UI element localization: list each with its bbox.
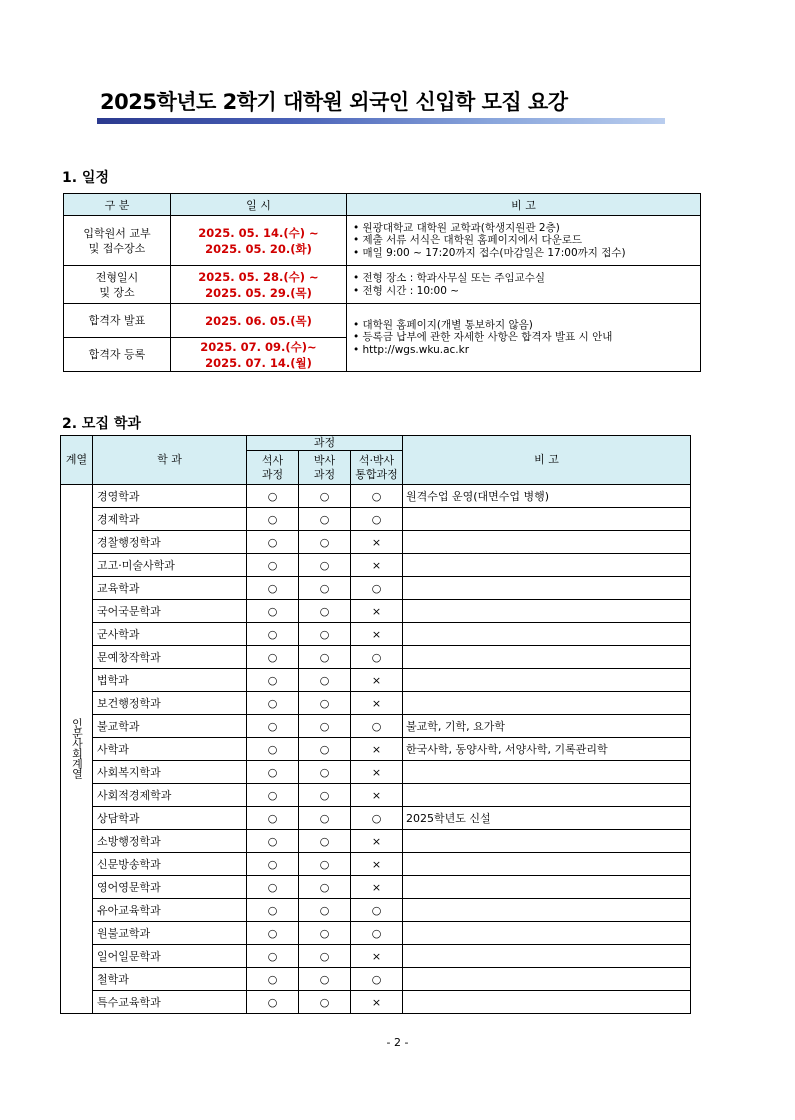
table-row <box>61 669 691 692</box>
department-name: 소방행정학과 <box>93 830 247 853</box>
table-row <box>61 991 691 1014</box>
remark <box>403 577 691 600</box>
integrated-mark: ○ <box>351 577 403 600</box>
integrated-mark: × <box>351 531 403 554</box>
doctor-mark: ○ <box>299 692 351 715</box>
integrated-mark: × <box>351 991 403 1014</box>
section-heading-schedule: 1. 일정 <box>62 170 109 186</box>
department-name: 사학과 <box>93 738 247 761</box>
doctor-mark: ○ <box>299 623 351 646</box>
remark <box>403 508 691 531</box>
table-row <box>61 531 691 554</box>
schedule-header-remark: 비 고 <box>347 194 701 216</box>
doctor-mark: ○ <box>299 807 351 830</box>
department-name: 원불교학과 <box>93 922 247 945</box>
table-row <box>61 899 691 922</box>
doctor-mark: ○ <box>299 830 351 853</box>
header-department: 학 과 <box>93 436 247 485</box>
remark <box>403 945 691 968</box>
integrated-mark: × <box>351 738 403 761</box>
remark <box>403 876 691 899</box>
department-name: 상담학과 <box>93 807 247 830</box>
doctor-mark: ○ <box>299 646 351 669</box>
department-name: 신문방송학과 <box>93 853 247 876</box>
category-label: 인문사회계열 <box>70 717 84 778</box>
section-heading-departments: 2. 모집 학과 <box>62 416 141 432</box>
schedule-row-dates: 2025. 06. 05.(목) <box>171 304 347 338</box>
master-mark: ○ <box>247 807 299 830</box>
header-master: 석사 과정 <box>247 451 299 485</box>
table-row <box>61 692 691 715</box>
schedule-row-notes: • 대학원 홈페이지(개별 통보하지 않음) • 등록금 납부에 관한 자세한 사항은 합격자 발표 시 안내 • http://wgs.wku.ac.kr <box>347 304 701 372</box>
remark: 2025학년도 신설 <box>403 807 691 830</box>
integrated-mark: ○ <box>351 922 403 945</box>
master-mark: ○ <box>247 485 299 508</box>
doctor-mark: ○ <box>299 761 351 784</box>
department-name: 경찰행정학과 <box>93 531 247 554</box>
page-number: - 2 - <box>386 1036 409 1049</box>
department-name: 문예창작학과 <box>93 646 247 669</box>
department-name: 고고·미술사학과 <box>93 554 247 577</box>
department-name: 법학과 <box>93 669 247 692</box>
doctor-mark: ○ <box>299 968 351 991</box>
schedule-table <box>63 193 701 372</box>
integrated-mark: ○ <box>351 646 403 669</box>
department-name: 사회적경제학과 <box>93 784 247 807</box>
table-row <box>61 968 691 991</box>
master-mark: ○ <box>247 922 299 945</box>
remark <box>403 646 691 669</box>
remark <box>403 784 691 807</box>
master-mark: ○ <box>247 876 299 899</box>
doctor-mark: ○ <box>299 669 351 692</box>
integrated-mark: ○ <box>351 485 403 508</box>
master-mark: ○ <box>247 853 299 876</box>
master-mark: ○ <box>247 945 299 968</box>
master-mark: ○ <box>247 577 299 600</box>
schedule-header-category: 구 분 <box>64 194 171 216</box>
master-mark: ○ <box>247 531 299 554</box>
schedule-header-datetime: 일 시 <box>171 194 347 216</box>
department-name: 경영학과 <box>93 485 247 508</box>
integrated-mark: × <box>351 761 403 784</box>
header-integrated: 석·박사 통합과정 <box>351 451 403 485</box>
table-row <box>61 830 691 853</box>
department-name: 철학과 <box>93 968 247 991</box>
remark: 불교학, 기학, 요가학 <box>403 715 691 738</box>
schedule-row-dates: 2025. 05. 28.(수) ~ 2025. 05. 29.(목) <box>171 266 347 304</box>
integrated-mark: ○ <box>351 968 403 991</box>
table-row <box>61 715 691 738</box>
master-mark: ○ <box>247 968 299 991</box>
remark <box>403 830 691 853</box>
doctor-mark: ○ <box>299 577 351 600</box>
department-name: 군사학과 <box>93 623 247 646</box>
department-name: 특수교육학과 <box>93 991 247 1014</box>
remark <box>403 853 691 876</box>
schedule-row-label: 입학원서 교부 및 접수장소 <box>64 216 171 266</box>
department-name: 경제학과 <box>93 508 247 531</box>
integrated-mark: × <box>351 876 403 899</box>
master-mark: ○ <box>247 508 299 531</box>
doctor-mark: ○ <box>299 531 351 554</box>
table-row <box>61 738 691 761</box>
table-row <box>61 876 691 899</box>
doctor-mark: ○ <box>299 485 351 508</box>
integrated-mark: × <box>351 600 403 623</box>
integrated-mark: ○ <box>351 807 403 830</box>
header-doctor: 박사 과정 <box>299 451 351 485</box>
remark <box>403 761 691 784</box>
integrated-mark: × <box>351 784 403 807</box>
doctor-mark: ○ <box>299 899 351 922</box>
schedule-row-notes: • 원광대학교 대학원 교학과(학생지원관 2층) • 제출 서류 서식은 대학원 홈페이지에서 다운로드 • 매일 9:00 ~ 17:20까지 접수(마감일은 17:00까지 접수) <box>347 216 701 266</box>
table-row <box>61 784 691 807</box>
integrated-mark: × <box>351 945 403 968</box>
doctor-mark: ○ <box>299 784 351 807</box>
table-row <box>61 807 691 830</box>
integrated-mark: × <box>351 830 403 853</box>
integrated-mark: × <box>351 669 403 692</box>
schedule-row-notes: • 전형 장소 : 학과사무실 또는 주임교수실 • 전형 시간 : 10:00 ~ <box>347 266 701 304</box>
table-row <box>61 945 691 968</box>
master-mark: ○ <box>247 761 299 784</box>
integrated-mark: ○ <box>351 899 403 922</box>
master-mark: ○ <box>247 669 299 692</box>
table-row <box>61 600 691 623</box>
schedule-row-dates: 2025. 07. 09.(수)~ 2025. 07. 14.(월) <box>171 338 347 372</box>
doctor-mark: ○ <box>299 853 351 876</box>
master-mark: ○ <box>247 715 299 738</box>
master-mark: ○ <box>247 991 299 1014</box>
department-name: 일어일문학과 <box>93 945 247 968</box>
integrated-mark: ○ <box>351 715 403 738</box>
master-mark: ○ <box>247 738 299 761</box>
doctor-mark: ○ <box>299 876 351 899</box>
department-name: 국어국문학과 <box>93 600 247 623</box>
department-name: 교육학과 <box>93 577 247 600</box>
table-row <box>61 554 691 577</box>
master-mark: ○ <box>247 623 299 646</box>
department-name: 사회복지학과 <box>93 761 247 784</box>
doctor-mark: ○ <box>299 554 351 577</box>
doctor-mark: ○ <box>299 738 351 761</box>
table-row <box>61 485 691 508</box>
schedule-row-label: 합격자 등록 <box>64 338 171 372</box>
master-mark: ○ <box>247 600 299 623</box>
doctor-mark: ○ <box>299 508 351 531</box>
category-cell <box>61 485 93 1014</box>
remark <box>403 899 691 922</box>
remark <box>403 968 691 991</box>
schedule-row-dates: 2025. 05. 14.(수) ~ 2025. 05. 20.(화) <box>171 216 347 266</box>
doctor-mark: ○ <box>299 600 351 623</box>
doctor-mark: ○ <box>299 922 351 945</box>
remark: 원격수업 운영(대면수업 병행) <box>403 485 691 508</box>
header-course: 과정 <box>247 436 403 451</box>
schedule-row-label: 합격자 발표 <box>64 304 171 338</box>
remark <box>403 623 691 646</box>
page-title: 2025학년도 2학기 대학원 외국인 신입학 모집 요강 <box>100 90 568 114</box>
table-row <box>61 646 691 669</box>
table-row <box>61 577 691 600</box>
master-mark: ○ <box>247 784 299 807</box>
integrated-mark: × <box>351 692 403 715</box>
remark <box>403 600 691 623</box>
department-name: 영어영문학과 <box>93 876 247 899</box>
integrated-mark: × <box>351 554 403 577</box>
master-mark: ○ <box>247 830 299 853</box>
department-name: 유아교육학과 <box>93 899 247 922</box>
doctor-mark: ○ <box>299 991 351 1014</box>
remark <box>403 531 691 554</box>
remark <box>403 554 691 577</box>
remark <box>403 692 691 715</box>
remark <box>403 669 691 692</box>
master-mark: ○ <box>247 554 299 577</box>
department-name: 불교학과 <box>93 715 247 738</box>
integrated-mark: × <box>351 623 403 646</box>
integrated-mark: ○ <box>351 508 403 531</box>
table-row <box>61 508 691 531</box>
master-mark: ○ <box>247 646 299 669</box>
doctor-mark: ○ <box>299 715 351 738</box>
title-underline-bar <box>97 118 665 124</box>
table-row <box>61 761 691 784</box>
remark: 한국사학, 동양사학, 서양사학, 기록관리학 <box>403 738 691 761</box>
header-category: 계열 <box>61 436 93 485</box>
remark <box>403 922 691 945</box>
table-row <box>61 623 691 646</box>
department-name: 보건행정학과 <box>93 692 247 715</box>
departments-table <box>60 435 691 1014</box>
header-remark: 비 고 <box>403 436 691 485</box>
integrated-mark: × <box>351 853 403 876</box>
master-mark: ○ <box>247 899 299 922</box>
remark <box>403 991 691 1014</box>
doctor-mark: ○ <box>299 945 351 968</box>
master-mark: ○ <box>247 692 299 715</box>
table-row <box>61 853 691 876</box>
schedule-row-label: 전형일시 및 장소 <box>64 266 171 304</box>
table-row <box>61 922 691 945</box>
